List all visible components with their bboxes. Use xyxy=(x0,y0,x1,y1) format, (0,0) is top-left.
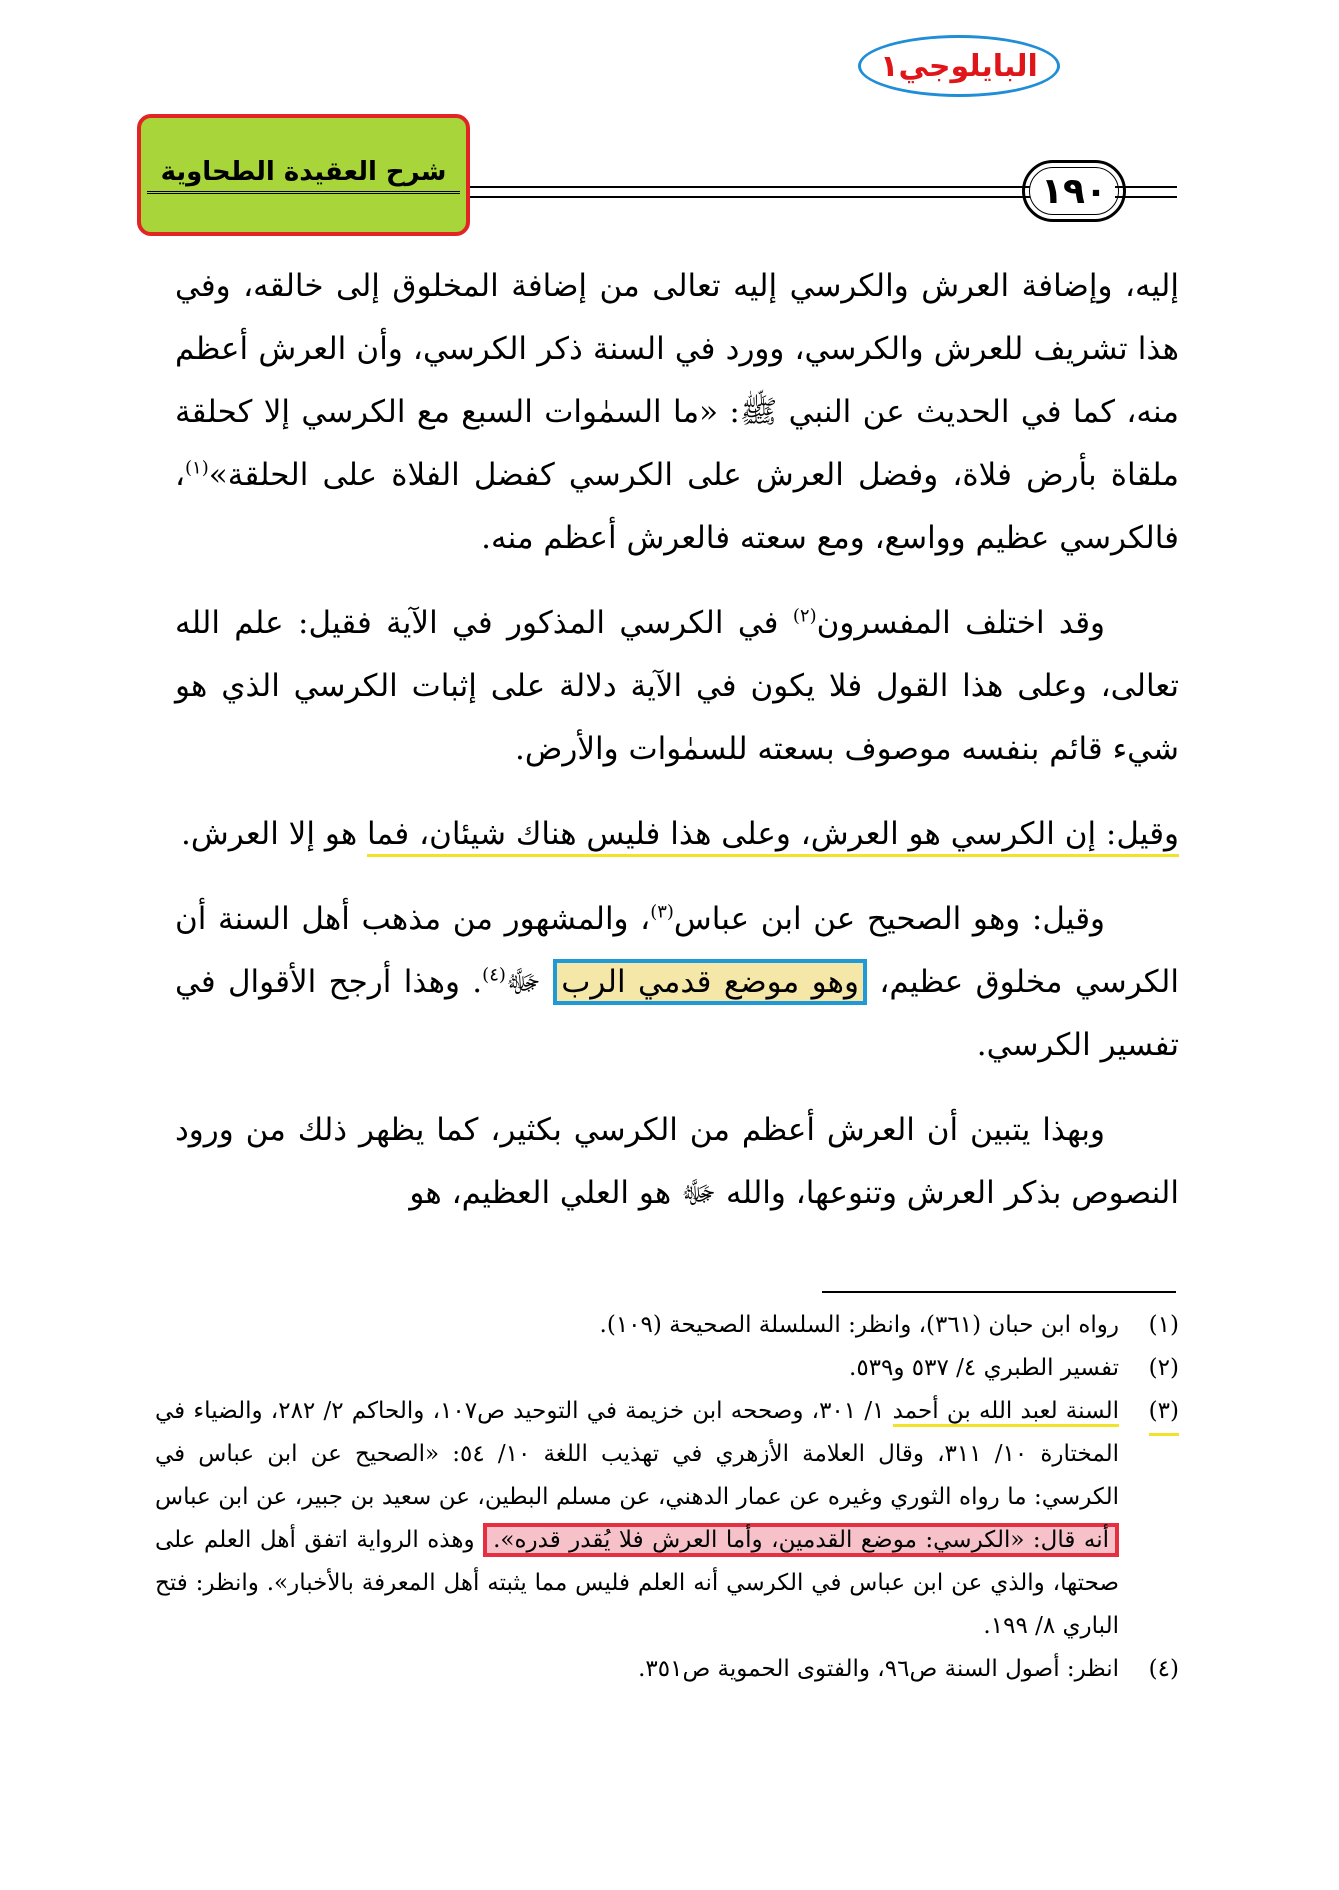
footnote-text: تفسير الطبري ٤/ ٥٣٧ و٥٣٩. xyxy=(849,1355,1119,1381)
highlighted-quote: أنه قال: «الكرسي: موضع القدمين، وأما العرش فلا يُقدر قدره». xyxy=(483,1523,1119,1557)
paragraph-2 xyxy=(175,592,1179,781)
paragraph-text: إليه، وإضافة العرش والكرسي إليه تعالى من إضافة المخلوق إلى خالقه، وفي هذا تشريف للعرش والكرسي، وورد في السنة ذكر الكرسي، وأن العرش أعظم منه، كما في الحديث عن النبي ﷺ: «ما السمٰوات السبع مع الكرسي إلا كحلقة ملقاة بأرض فلاة، وفضل العرش على الكرسي كفضل الفلاة على الحلقة» xyxy=(175,268,1179,493)
footnote-text: وهذه الرواية اتفق أهل العلم على صحتها، والذي عن ابن عباس في الكرسي أنه العلم فليس مما يثبته أهل المعرفة بالأخبار». وانظر: فتح الباري ٨/ ١٩٩. xyxy=(155,1527,1119,1639)
page-number-badge xyxy=(1022,160,1126,222)
paragraph-text: في الكرسي المذكور في الآية فقيل: علم الله تعالى، وعلى هذا القول فلا يكون في الآية دلالة على إثبات الكرسي الذي هو شيء قائم بنفسه موصوف بسعته للسمٰوات والأرض. xyxy=(175,605,1179,767)
footnote-2 xyxy=(155,1347,1179,1390)
paragraph-text: هو إلا العرش. xyxy=(181,816,368,852)
paragraph-1 xyxy=(175,255,1179,570)
footnote-ref: (٣) xyxy=(650,901,674,923)
underlined-sentence: وقيل: إن الكرسي هو العرش، وعلى هذا فليس هناك شيئان، فما xyxy=(367,816,1179,857)
footnote-number: (٤) xyxy=(1148,1656,1179,1682)
stamp-text: البايلوجي١ xyxy=(880,48,1038,84)
paragraph-3 xyxy=(175,803,1179,866)
paragraph-text: ، فالكرسي عظيم وواسع، ومع سعته فالعرش أعظم منه. xyxy=(175,457,1179,556)
footnote-number: (٢) xyxy=(1148,1355,1179,1381)
footnote-1 xyxy=(155,1304,1179,1347)
footnote-3 xyxy=(155,1390,1179,1648)
footnote-ref: (٢) xyxy=(792,605,817,627)
honorific-glyph: ﷻ xyxy=(505,964,554,1000)
footnote-text: ١/ ٣٠١، وصححه ابن خزيمة في التوحيد ص١٠٧، والحاكم ٢/ ٢٨٢، والضياء في المختارة ١٠/ ٣١١، وقال العلامة الأزهري في تهذيب اللغة ١٠/ ٥٤: «الصحيح عن ابن عباس في الكرسي: ما رواه الثوري وغيره عن عمار الدهني، عن مسلم البطين، عن سعيد بن جبير، عن ابن عباس xyxy=(155,1398,1120,1510)
paragraph-text: وبهذا يتبين أن العرش أعظم من الكرسي بكثير، كما يظهر ذلك من ورود النصوص بذكر العرش وتنوعها، والله ﷻ هو العلي العظيم، هو xyxy=(175,1112,1179,1211)
footnote-divider xyxy=(822,1291,1176,1293)
footnote-ref: (١) xyxy=(185,457,209,479)
underlined-citation: السنة لعبد الله بن أحمد xyxy=(893,1398,1119,1427)
footnote-number: (١) xyxy=(1148,1312,1179,1338)
main-text xyxy=(175,255,1179,1247)
book-title: شرح العقيدة الطحاوية xyxy=(147,157,461,194)
paragraph-text: ، والمشهور من مذهب أهل السنة أن الكرسي مخلوق عظيم، xyxy=(175,901,1179,1000)
paragraph-4 xyxy=(175,888,1179,1077)
handwritten-label-stamp xyxy=(858,35,1060,97)
header-rule-bottom xyxy=(470,196,1030,198)
book-title-box xyxy=(137,114,470,236)
highlighted-phrase: وهو موضع قدمي الرب xyxy=(553,959,867,1005)
paragraph-text: وقيل: وهو الصحيح عن ابن عباس xyxy=(673,901,1105,937)
paragraph-text: وقد اختلف المفسرون xyxy=(816,605,1105,641)
header-rule-top xyxy=(470,186,1030,188)
footnote-ref: (٤) xyxy=(482,964,506,986)
paragraph-text: . وهذا أرجح الأقوال في تفسير الكرسي. xyxy=(175,964,1179,1063)
footnote-4 xyxy=(155,1648,1179,1691)
page-number: ١٩٠ xyxy=(1041,170,1107,212)
footnotes xyxy=(155,1304,1179,1691)
paragraph-5 xyxy=(175,1099,1179,1225)
footnote-text: رواه ابن حبان (٣٦١)، وانظر: السلسلة الصحيحة (١٠٩). xyxy=(599,1312,1119,1338)
footnote-number: (٣) xyxy=(1149,1390,1179,1436)
footnote-text: انظر: أصول السنة ص٩٦، والفتوى الحموية ص٣٥١. xyxy=(638,1656,1119,1682)
